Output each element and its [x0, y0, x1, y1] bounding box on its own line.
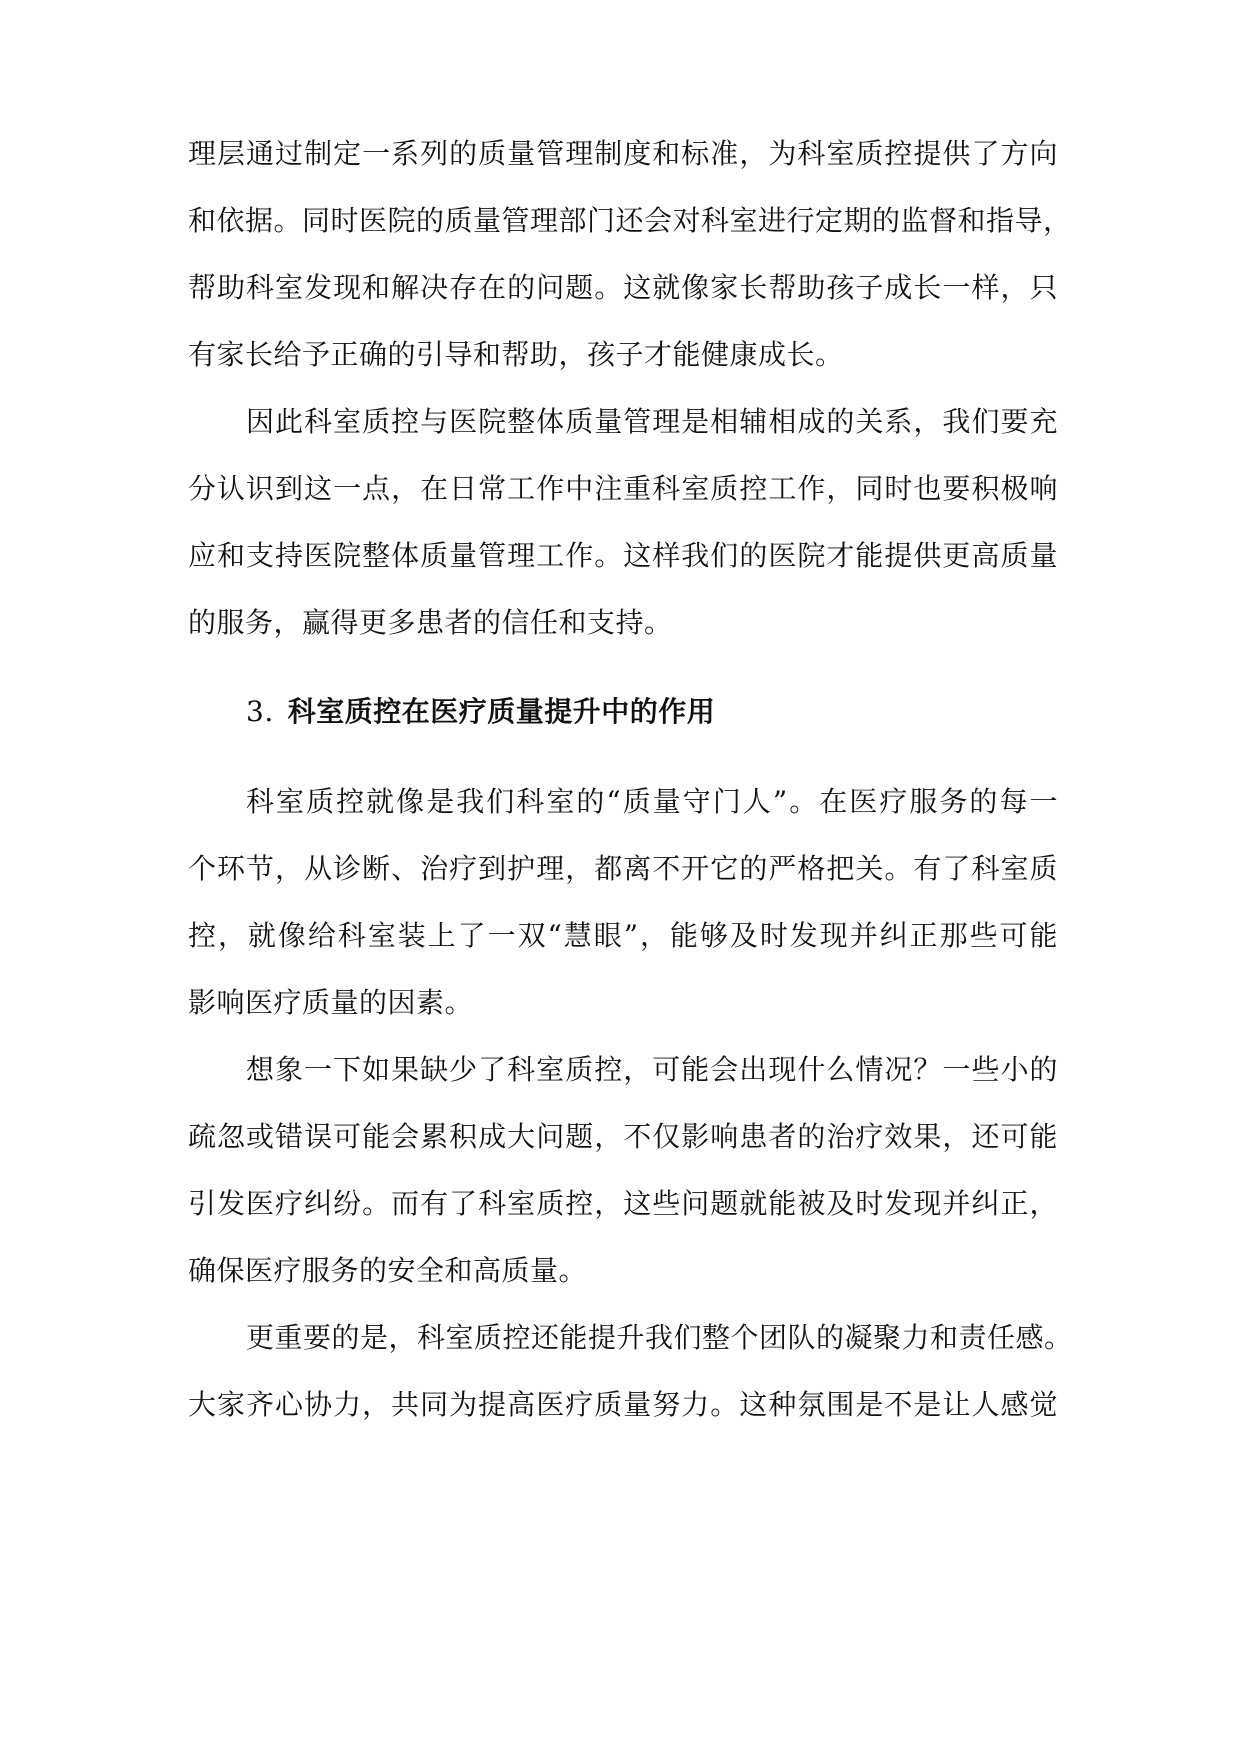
- p1-line-2: 和依据。同时医院的质量管理部门还会对科室进行定期的监督和指导，: [188, 204, 1072, 237]
- p1-line-4: 有家长给予正确的引导和帮助，孩子才能健康成长。: [188, 338, 844, 371]
- p3-line-1: 科室质控就像是我们科室的“质量守门人”。在医疗服务的每一: [246, 785, 1058, 818]
- p4-line-1: 想象一下如果缺少了科室质控，可能会出现什么情况？一些小的: [246, 1053, 1058, 1086]
- p1-line-3: 帮助科室发现和解决存在的问题。这就像家长帮助孩子成长一样，只: [188, 271, 1058, 304]
- p3-line-3: 控，就像给科室装上了一双“慧眼”，能够及时发现并纠正那些可能: [188, 919, 1058, 952]
- p2-line-3: 应和支持医院整体质量管理工作。这样我们的医院才能提供更高质量: [188, 539, 1058, 572]
- section-number: 3.: [246, 695, 274, 728]
- p2-line-2: 分认识到这一点，在日常工作中注重科室质控工作，同时也要积极响: [188, 472, 1058, 505]
- section-heading: [246, 694, 715, 730]
- p1-line-1: 理层通过制定一系列的质量管理制度和标准，为科室质控提供了方向: [188, 137, 1058, 170]
- section-title: 科室质控在医疗质量提升中的作用: [287, 695, 716, 728]
- p5-line-1: 更重要的是，科室质控还能提升我们整个团队的凝聚力和责任感。: [246, 1321, 1073, 1354]
- p3-line-4: 影响医疗质量的因素。: [188, 986, 474, 1019]
- p2-line-1: 因此科室质控与医院整体质量管理是相辅相成的关系，我们要充: [246, 405, 1058, 438]
- p5-line-2: 大家齐心协力，共同为提高医疗质量努力。这种氛围是不是让人感觉: [188, 1388, 1058, 1421]
- p4-line-3: 引发医疗纠纷。而有了科室质控，这些问题就能被及时发现并纠正，: [188, 1187, 1058, 1220]
- p4-line-2: 疏忽或错误可能会累积成大问题，不仅影响患者的治疗效果，还可能: [188, 1120, 1058, 1153]
- p4-line-4: 确保医疗服务的安全和高质量。: [188, 1254, 588, 1287]
- p3-line-2: 个环节，从诊断、治疗到护理，都离不开它的严格把关。有了科室质: [188, 852, 1058, 885]
- p2-line-4: 的服务，赢得更多患者的信任和支持。: [188, 606, 673, 639]
